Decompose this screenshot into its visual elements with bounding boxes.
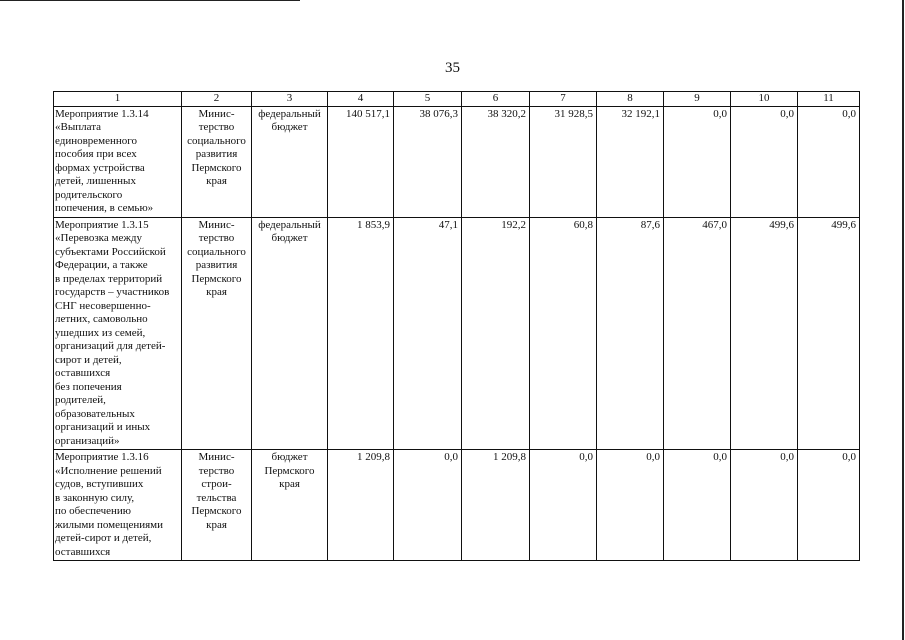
column-header: 2	[182, 92, 252, 107]
value-cell: 87,6	[597, 217, 664, 450]
column-header: 6	[462, 92, 530, 107]
column-header: 11	[798, 92, 860, 107]
table-row	[54, 217, 860, 450]
table-row	[54, 106, 860, 217]
event-description: Мероприятие 1.3.15 «Перевозка между субъектами Российской Федерации, а также в пределах территорий государств – участников СНГ несовершенно- летних, самовольно ушедших из семей, организаций для детей- сирот и детей, оставшихся без попечения родителей, образовательных организаций и иных организаций»	[54, 217, 182, 450]
value-cell: 38 076,3	[394, 106, 462, 217]
table-row	[54, 450, 860, 561]
column-header: 9	[664, 92, 731, 107]
column-header: 3	[252, 92, 328, 107]
funding-source-cell: федеральный бюджет	[252, 106, 328, 217]
value-cell: 192,2	[462, 217, 530, 450]
value-cell: 0,0	[731, 106, 798, 217]
value-cell: 47,1	[394, 217, 462, 450]
value-cell: 0,0	[530, 450, 597, 561]
value-cell: 0,0	[664, 106, 731, 217]
value-cell: 1 853,9	[328, 217, 394, 450]
executor-cell: Минис- терство строи- тельства Пермского края	[182, 450, 252, 561]
column-header: 4	[328, 92, 394, 107]
value-cell: 467,0	[664, 217, 731, 450]
executor-cell: Минис- терство социального развития Пермского края	[182, 217, 252, 450]
executor-cell: Минис- терство социального развития Пермского края	[182, 106, 252, 217]
value-cell: 60,8	[530, 217, 597, 450]
value-cell: 31 928,5	[530, 106, 597, 217]
value-cell: 38 320,2	[462, 106, 530, 217]
program-table	[53, 91, 860, 561]
column-header: 10	[731, 92, 798, 107]
value-cell: 0,0	[664, 450, 731, 561]
column-header: 5	[394, 92, 462, 107]
value-cell: 499,6	[798, 217, 860, 450]
value-cell: 1 209,8	[328, 450, 394, 561]
value-cell: 0,0	[394, 450, 462, 561]
value-cell: 0,0	[731, 450, 798, 561]
column-header: 1	[54, 92, 182, 107]
value-cell: 0,0	[597, 450, 664, 561]
funding-source-cell: бюджет Пермского края	[252, 450, 328, 561]
header-row	[54, 92, 860, 107]
value-cell: 32 192,1	[597, 106, 664, 217]
funding-source-cell: федеральный бюджет	[252, 217, 328, 450]
event-description: Мероприятие 1.3.14 «Выплата единовременного пособия при всех формах устройства детей, лишенных родительского попечения, в семью»	[54, 106, 182, 217]
column-header: 8	[597, 92, 664, 107]
value-cell: 140 517,1	[328, 106, 394, 217]
value-cell: 0,0	[798, 450, 860, 561]
scan-edge-line-right	[902, 0, 904, 640]
event-description: Мероприятие 1.3.16 «Исполнение решений судов, вступивших в законную силу, по обеспечению жилыми помещениями детей-сирот и детей, оставшихся	[54, 450, 182, 561]
scan-edge-line-top	[0, 0, 300, 1]
value-cell: 499,6	[731, 217, 798, 450]
page-number: 35	[445, 60, 460, 76]
column-header: 7	[530, 92, 597, 107]
value-cell: 1 209,8	[462, 450, 530, 561]
value-cell: 0,0	[798, 106, 860, 217]
